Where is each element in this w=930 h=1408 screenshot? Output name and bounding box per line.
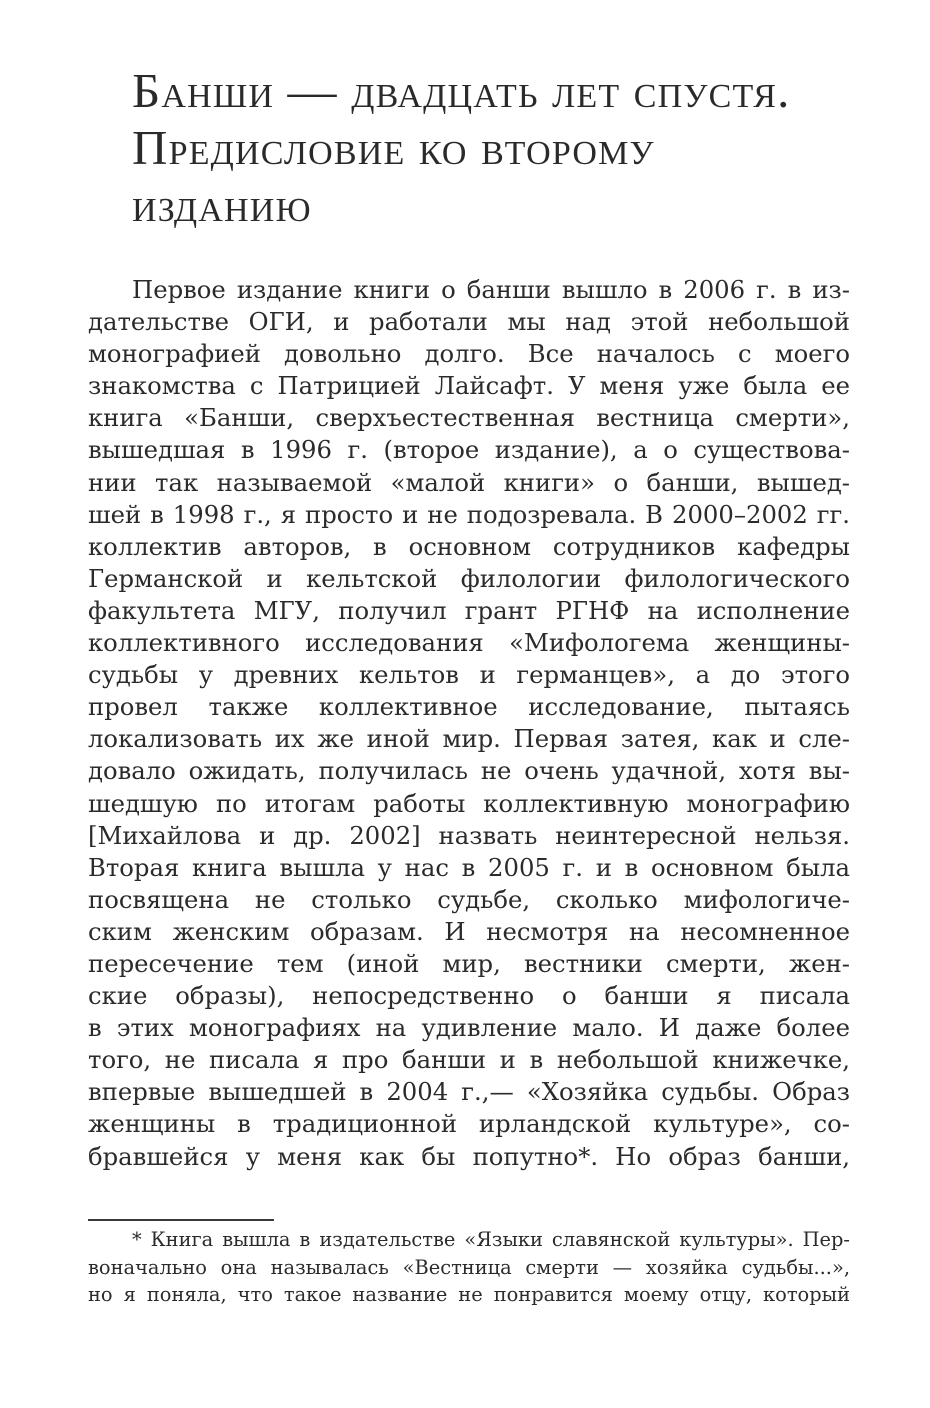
text-line: женщины в традиционной ирландской культуре», со- [88, 1109, 850, 1139]
text-line: монографией довольно долго. Все началось с моего [88, 339, 850, 369]
footnote-line: воначально она называлась «Вестница смерти — хозяйка судьбы...», [88, 1255, 850, 1279]
text-line: ские образы), непосредственно о банши я писала [88, 981, 850, 1011]
text-line: Вторая книга вышла у нас в 2005 г. и в основном была [88, 852, 850, 882]
text-line: впервые вышедшей в 2004 г.,— «Хозяйка судьбы. Образ [88, 1077, 850, 1107]
text-line: того, не писала я про банши и в небольшой книжечке, [88, 1045, 850, 1075]
text-line: коллективного исследования «Мифологема женщины- [88, 628, 850, 658]
chapter-title-line: Банши — двадцать лет спустя. [132, 63, 791, 118]
footnote-line: но я поняла, что такое название не понравится моему отцу, который [88, 1283, 850, 1306]
text-line: знакомства с Патрицией Лайсафт. У меня уже была ее [88, 371, 850, 401]
text-line: [Михайлова и др. 2002] назвать неинтересной нельзя. [88, 820, 850, 850]
text-line: провел также коллективное исследование, пытаясь [88, 692, 850, 722]
footnote-line: * Книга вышла в издательстве «Языки славянской культуры». Пер- [132, 1228, 850, 1251]
body-paragraph [88, 274, 850, 1173]
footnote-divider [88, 1219, 274, 1221]
chapter-title-line: изданию [132, 177, 312, 232]
text-line: факультета МГУ, получил грант РГНФ на исполнение [88, 595, 850, 625]
footnote [88, 1226, 850, 1309]
text-line: локализовать их же иной мир. Первая затея, как и сле- [88, 724, 850, 754]
text-line: ским женским образам. И несмотря на несомненное [88, 916, 850, 946]
text-line: в этих монографиях на удивление мало. И даже более [88, 1013, 850, 1043]
text-line: дательстве ОГИ, и работали мы над этой небольшой [88, 307, 850, 337]
text-line: судьбы у древних кельтов и германцев», а до этого [88, 660, 850, 690]
text-line: нии так называемой «малой книги» о банши, вышед- [88, 467, 850, 497]
text-line: Германской и кельтской филологии филологического [88, 563, 850, 593]
text-line: довало ожидать, получилась не очень удачной, хотя вы- [88, 756, 850, 786]
text-line: вышедшая в 1996 г. (второе издание), а о существова- [88, 435, 850, 465]
chapter-title [132, 62, 852, 233]
text-line: коллектив авторов, в основном сотрудников кафедры [88, 531, 850, 561]
text-line: бравшейся у меня как бы попутно*. Но образ банши, [88, 1141, 850, 1171]
book-page [88, 0, 850, 1408]
text-line: шедшую по итогам работы коллективную монографию [88, 788, 850, 818]
chapter-title-line: Предисловие ко второму [132, 120, 655, 175]
text-line: шей в 1998 г., я просто и не подозревала. В 2000–2002 гг. [88, 499, 850, 529]
text-line: книга «Банши, сверхъестественная вестница смерти», [88, 403, 850, 433]
text-line: посвящена не столько судьбе, сколько мифологиче- [88, 884, 850, 914]
text-line: пересечение тем (иной мир, вестники смерти, жен- [88, 948, 850, 978]
text-line: Первое издание книги о банши вышло в 2006 г. в из- [132, 275, 850, 304]
